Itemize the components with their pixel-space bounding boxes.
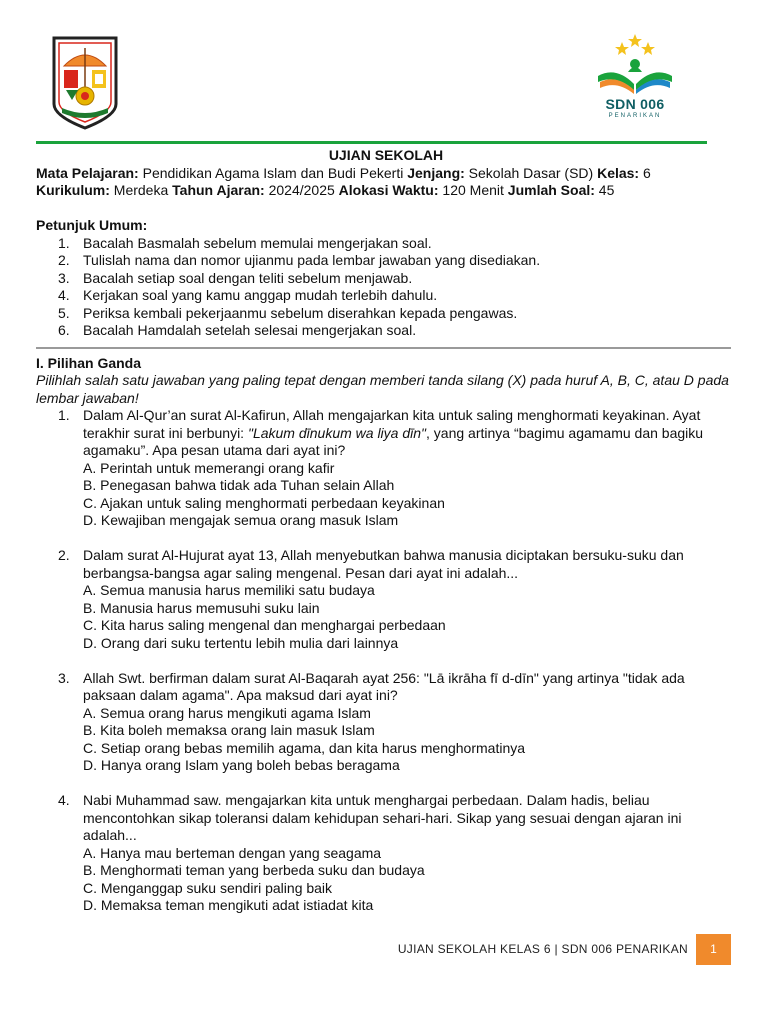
option-a: A. Perintah untuk memerangi orang kafir xyxy=(83,459,335,476)
question-number: 4. xyxy=(58,792,70,808)
instruction-text: Tulislah nama dan nomor ujianmu pada lembar jawaban yang disediakan. xyxy=(83,252,541,268)
section-instruction: Pilihlah salah satu jawaban yang paling tepat dengan memberi tanda silang (X) pada huruf A, B, C, atau D pada lembar jawaban! xyxy=(36,372,729,406)
question-text: Allah Swt. berfirman dalam surat Al-Baqarah ayat 256: "Lā ikrāha fī d-dīn" yang artinya "tidak ada paksaan dalam agama". Apa maksud dari ayat ini? xyxy=(83,669,685,703)
option-d: D. Kewajiban mengajak semua orang masuk Islam xyxy=(83,512,399,528)
option-b: B. Menghormati teman yang berbeda suku dan budaya xyxy=(83,862,425,878)
subject-value: Pendidikan Agama Islam dan Budi Pekerti xyxy=(138,164,408,181)
curriculum-label: Kurikulum: xyxy=(36,182,110,198)
option-a: A. Semua manusia harus memiliki satu budaya xyxy=(83,582,375,598)
option-c: C. Ajakan untuk saling menghormati perbedaan keyakinan xyxy=(83,494,445,511)
option-d: D. Orang dari suku tertentu lebih mulia dari lainnya xyxy=(83,634,399,651)
instruction-text: Bacalah setiap soal dengan teliti sebelum menjawab. xyxy=(83,269,413,286)
section-divider xyxy=(36,347,731,349)
list-item: 3. Bacalah setiap soal dengan teliti sebelum menjawab. xyxy=(58,269,413,286)
option-c: C. Setiap orang bebas memilih agama, dan kita harus menghormatinya xyxy=(83,739,526,756)
exam-meta-line-1 xyxy=(36,165,736,183)
option-a: A. Semua orang harus mengikuti agama Islam xyxy=(83,704,371,721)
instruction-text: Bacalah Hamdalah setelah selesai mengerjakan soal. xyxy=(83,322,417,338)
curriculum-value: Merdeka xyxy=(109,182,173,198)
option-b: B. Kita boleh memaksa orang lain masuk Islam xyxy=(83,722,375,738)
instruction-text: Bacalah Basmalah sebelum memulai mengerjakan soal. xyxy=(83,234,432,251)
class-value: 6 xyxy=(639,164,651,181)
instruction-text: Periksa kembali pekerjaanmu sebelum diserahkan kepada pengawas. xyxy=(83,304,518,321)
question-3 xyxy=(36,670,736,775)
count-label: Jumlah Soal: xyxy=(507,182,595,198)
list-item: 4. Kerjakan soal yang kamu anggap mudah terlebih dahulu. xyxy=(58,287,438,303)
regional-emblem-logo xyxy=(50,34,120,130)
school-logo xyxy=(592,32,678,122)
year-label: Tahun Ajaran: xyxy=(172,182,265,198)
option-a: A. Hanya mau berteman dengan yang seagama xyxy=(83,844,382,861)
school-logo-name: SDN 006 xyxy=(605,96,665,112)
general-instructions-heading: Petunjuk Umum: xyxy=(36,217,148,233)
level-label: Jenjang: xyxy=(407,164,465,181)
header-divider xyxy=(36,141,707,144)
question-text: Dalam surat Al-Hujurat ayat 13, Allah menyebutkan bahwa manusia diciptakan bersuku-suku dan berbangsa-bangsa agar saling mengenal. Pesan dari ayat ini adalah... xyxy=(83,547,684,581)
list-item: 5. Periksa kembali pekerjaanmu sebelum diserahkan kepada pengawas. xyxy=(58,304,518,321)
section-heading: I. Pilihan Ganda xyxy=(36,354,142,371)
list-item: 1. Bacalah Basmalah sebelum memulai mengerjakan soal. xyxy=(58,234,432,251)
exam-meta-line-2 xyxy=(36,182,736,200)
page-number: 1 xyxy=(696,934,731,965)
instruction-text: Kerjakan soal yang kamu anggap mudah terlebih dahulu. xyxy=(83,287,438,303)
option-c: C. Menganggap suku sendiri paling baik xyxy=(83,879,333,896)
option-d: D. Memaksa teman mengikuti adat istiadat kita xyxy=(83,897,374,913)
exam-title: UJIAN SEKOLAH xyxy=(328,147,444,163)
school-logo-subtitle: PENARIKAN xyxy=(608,113,662,119)
general-instructions-list xyxy=(36,235,736,340)
question-text-italic: "Lakum dīnukum wa liya dīn" xyxy=(247,424,426,441)
list-item: 6. Bacalah Hamdalah setelah selesai mengerjakan soal. xyxy=(58,322,417,338)
option-c: C. Kita harus saling mengenal dan menghargai perbedaan xyxy=(83,617,446,633)
time-label: Alokasi Waktu: xyxy=(338,182,439,198)
class-label: Kelas: xyxy=(597,164,640,181)
question-number: 3. xyxy=(58,669,70,686)
option-b: B. Penegasan bahwa tidak ada Tuhan selain Allah xyxy=(83,477,395,493)
question-4 xyxy=(36,792,736,915)
footer-text: UJIAN SEKOLAH KELAS 6 | SDN 006 PENARIKAN xyxy=(397,942,688,956)
question-text: Dalam Al-Qur’an surat Al-Kafirun, Allah mengajarkan kita untuk saling menghormati keyakinan. Ayat terakhir surat ini berbunyi: xyxy=(83,407,701,441)
list-item: 2. Tulislah nama dan nomor ujianmu pada lembar jawaban yang disediakan. xyxy=(58,252,541,268)
time-value: 120 Menit xyxy=(438,182,508,198)
count-value: 45 xyxy=(594,182,615,198)
question-2 xyxy=(36,547,736,652)
question-text: Nabi Muhammad saw. mengajarkan kita untuk menghargai perbedaan. Dalam hadis, beliau mencontohkan sikap toleransi dalam kehidupan sehari-hari. Sikap yang sesuai dengan ajaran ini adalah... xyxy=(83,792,682,843)
question-1 xyxy=(36,407,736,530)
level-value: Sekolah Dasar (SD) xyxy=(464,164,598,181)
year-value: 2024/2025 xyxy=(264,182,339,198)
exam-content xyxy=(36,147,736,915)
question-number: 2. xyxy=(58,547,70,563)
subject-label: Mata Pelajaran: xyxy=(36,164,139,181)
question-text-end: , yang artinya “bagimu agamamu dan bagiku agamaku”. Apa pesan utama dari ayat ini? xyxy=(83,424,704,458)
question-number: 1. xyxy=(58,407,70,423)
option-b: B. Manusia harus memusuhi suku lain xyxy=(83,599,320,616)
option-d: D. Hanya orang Islam yang boleh bebas beragama xyxy=(83,757,400,773)
